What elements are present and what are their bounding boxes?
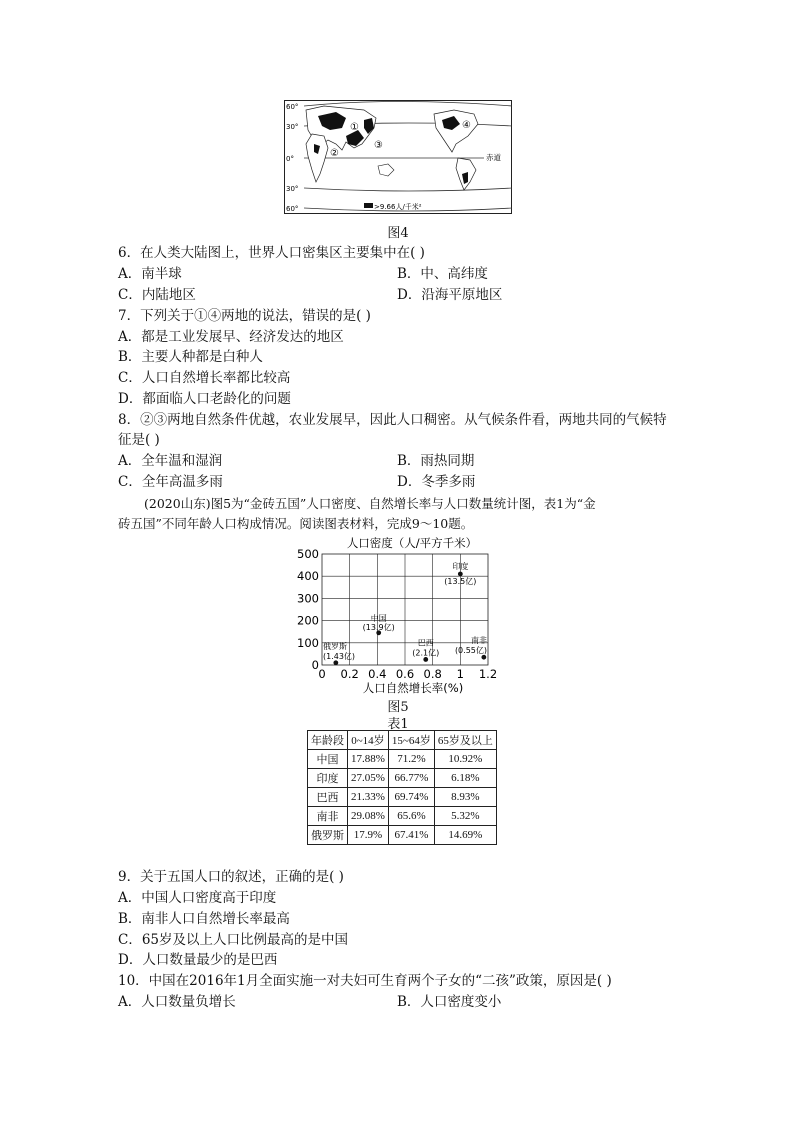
q8-option-c[interactable]: C．全年高温多雨: [118, 474, 223, 490]
data-point: [458, 572, 463, 577]
q7-option-d[interactable]: D．都面临人口老龄化的问题: [118, 391, 291, 407]
table-cell: 66.77%: [388, 769, 434, 788]
q7-option-c[interactable]: C．人口自然增长率都比较高: [118, 370, 291, 386]
table-header-cell: 65岁及以上: [434, 731, 496, 750]
table-cell: 67.41%: [388, 826, 434, 845]
point-name-label: 巴西: [417, 638, 434, 648]
table-cell: 南非: [308, 807, 348, 826]
point-name-label: 印度: [452, 561, 469, 571]
table-cell: 17.88%: [348, 750, 389, 769]
world-population-map: [284, 100, 512, 214]
x-tick-label: 1.2: [478, 667, 498, 681]
q9-option-d[interactable]: D．人口数量最少的是巴西: [118, 952, 278, 968]
table-cell: 6.18%: [434, 769, 496, 788]
marker-4: ④: [462, 120, 471, 131]
y-tick-label: 300: [297, 591, 319, 606]
table-cell: 巴西: [308, 788, 348, 807]
x-tick-label: 0.8: [423, 667, 442, 681]
table-1-caption: 表1: [387, 717, 409, 732]
point-population-label: (0.55亿): [454, 646, 487, 656]
lat-label: 0°: [286, 155, 294, 163]
table-header-cell: 年龄段: [308, 731, 348, 750]
table-cell: 17.9%: [348, 826, 389, 845]
question-9-stem: 9．关于五国人口的叙述，正确的是( ): [118, 869, 344, 885]
table-cell: 29.08%: [348, 807, 389, 826]
table-header-cell: 0~14岁: [348, 731, 389, 750]
age-structure-table: [307, 730, 497, 845]
q6-option-b[interactable]: B．中、高纬度: [397, 266, 488, 282]
q8-option-a[interactable]: A．全年温和湿润: [118, 453, 223, 469]
material-intro-line2: 砖五国”不同年龄人口构成情况。阅读图表材料，完成9～10题。: [118, 516, 474, 531]
table-cell: 14.69%: [434, 826, 496, 845]
table-cell: 21.33%: [348, 788, 389, 807]
y-tick-label: 200: [297, 613, 319, 628]
x-tick-label: 0.4: [368, 667, 387, 681]
q6-option-c[interactable]: C．内陆地区: [118, 287, 196, 303]
point-name-label: 俄罗斯: [323, 641, 347, 651]
table-cell: 27.05%: [348, 769, 389, 788]
question-8-stem-line1: 8．②③两地自然条件优越，农业发展早，因此人口稠密。从气候条件看，两地共同的气候特: [118, 412, 667, 428]
table-row: [308, 807, 497, 826]
lat-label: 30°: [286, 123, 299, 131]
q10-option-b[interactable]: B．人口密度变小: [397, 994, 502, 1010]
point-population-label: (1.43亿): [323, 651, 356, 661]
q6-option-d[interactable]: D．沿海平原地区: [397, 287, 503, 303]
marker-3: ③: [374, 140, 383, 151]
x-tick-label: 0.2: [340, 667, 359, 681]
table-header-row: [308, 731, 497, 750]
figure-5-chart: [296, 534, 506, 700]
table-row: [308, 750, 497, 769]
equator-label: 赤道: [486, 153, 501, 162]
table-cell: 71.2%: [388, 750, 434, 769]
figure-4-map: [284, 100, 512, 214]
y-tick-label: 100: [297, 635, 319, 650]
q8-option-d[interactable]: D．冬季多雨: [397, 474, 476, 490]
y-tick-label: 0: [311, 658, 319, 672]
table-header-cell: 15~64岁: [388, 731, 434, 750]
table-cell: 5.32%: [434, 807, 496, 826]
x-tick-label: 1: [456, 667, 464, 681]
lat-label: 30°: [286, 185, 299, 193]
marker-2: ②: [330, 148, 339, 159]
chart-title: 人口密度（人/平方千米）: [346, 536, 478, 550]
data-point: [423, 657, 428, 662]
table-cell: 10.92%: [434, 750, 496, 769]
point-population-label: (2.1亿): [412, 648, 440, 658]
x-tick-label: 0.6: [395, 667, 415, 681]
y-tick-label: 400: [297, 569, 319, 584]
q9-option-b[interactable]: B．南非人口自然增长率最高: [118, 911, 290, 927]
table-1: [307, 730, 497, 845]
question-10-stem: 10．中国在2016年1月全面实施一对夫妇可生育两个子女的“二孩”政策，原因是( ): [118, 973, 612, 989]
point-name-label: 中国: [370, 613, 387, 623]
point-name-label: 南非: [471, 636, 487, 646]
q7-option-b[interactable]: B．主要人种都是白种人: [118, 349, 263, 365]
q8-option-b[interactable]: B．雨热同期: [397, 453, 475, 469]
lat-label: 60°: [286, 103, 299, 111]
material-intro-line1: (2020山东)图5为“金砖五国”人口密度、自然增长率与人口数量统计图，表1为“金: [144, 496, 596, 511]
table-row: [308, 769, 497, 788]
table-cell: 中国: [308, 750, 348, 769]
q7-option-a[interactable]: A．都是工业发展早、经济发达的地区: [118, 329, 344, 345]
question-7-stem: 7．下列关于①④两地的说法，错误的是( ): [118, 308, 371, 324]
table-cell: 印度: [308, 769, 348, 788]
q6-option-a[interactable]: A．南半球: [118, 266, 182, 282]
map-legend: >9.66人/千米²: [374, 203, 422, 211]
x-tick-label: 0: [318, 667, 326, 681]
point-population-label: (13.9亿): [362, 622, 395, 632]
lat-label: 60°: [286, 205, 299, 213]
table-cell: 65.6%: [388, 807, 434, 826]
table-cell: 69.74%: [388, 788, 434, 807]
population-density-scatter: [296, 534, 506, 700]
table-row: [308, 788, 497, 807]
table-cell: 俄罗斯: [308, 826, 348, 845]
table-row: [308, 826, 497, 845]
figure-4-caption: 图4: [387, 226, 409, 241]
table-cell: 8.93%: [434, 788, 496, 807]
figure-5-caption: 图5: [387, 700, 409, 715]
marker-1: ①: [350, 122, 359, 133]
q10-option-a[interactable]: A．人口数量负增长: [118, 994, 236, 1010]
y-tick-label: 500: [297, 547, 319, 561]
data-point: [481, 655, 486, 660]
point-population-label: (13.5亿): [444, 576, 477, 586]
question-6-stem: 6．在人类大陆图上，世界人口密集区主要集中在( ): [118, 245, 425, 261]
question-8-stem-line2: 征是( ): [118, 432, 160, 448]
data-point: [333, 660, 338, 665]
q9-option-a[interactable]: A．中国人口密度高于印度: [118, 890, 277, 906]
legend-swatch: [364, 203, 373, 208]
q9-option-c[interactable]: C．65岁及以上人口比例最高的是中国: [118, 932, 349, 948]
x-axis-label: 人口自然增长率(%): [362, 681, 464, 695]
